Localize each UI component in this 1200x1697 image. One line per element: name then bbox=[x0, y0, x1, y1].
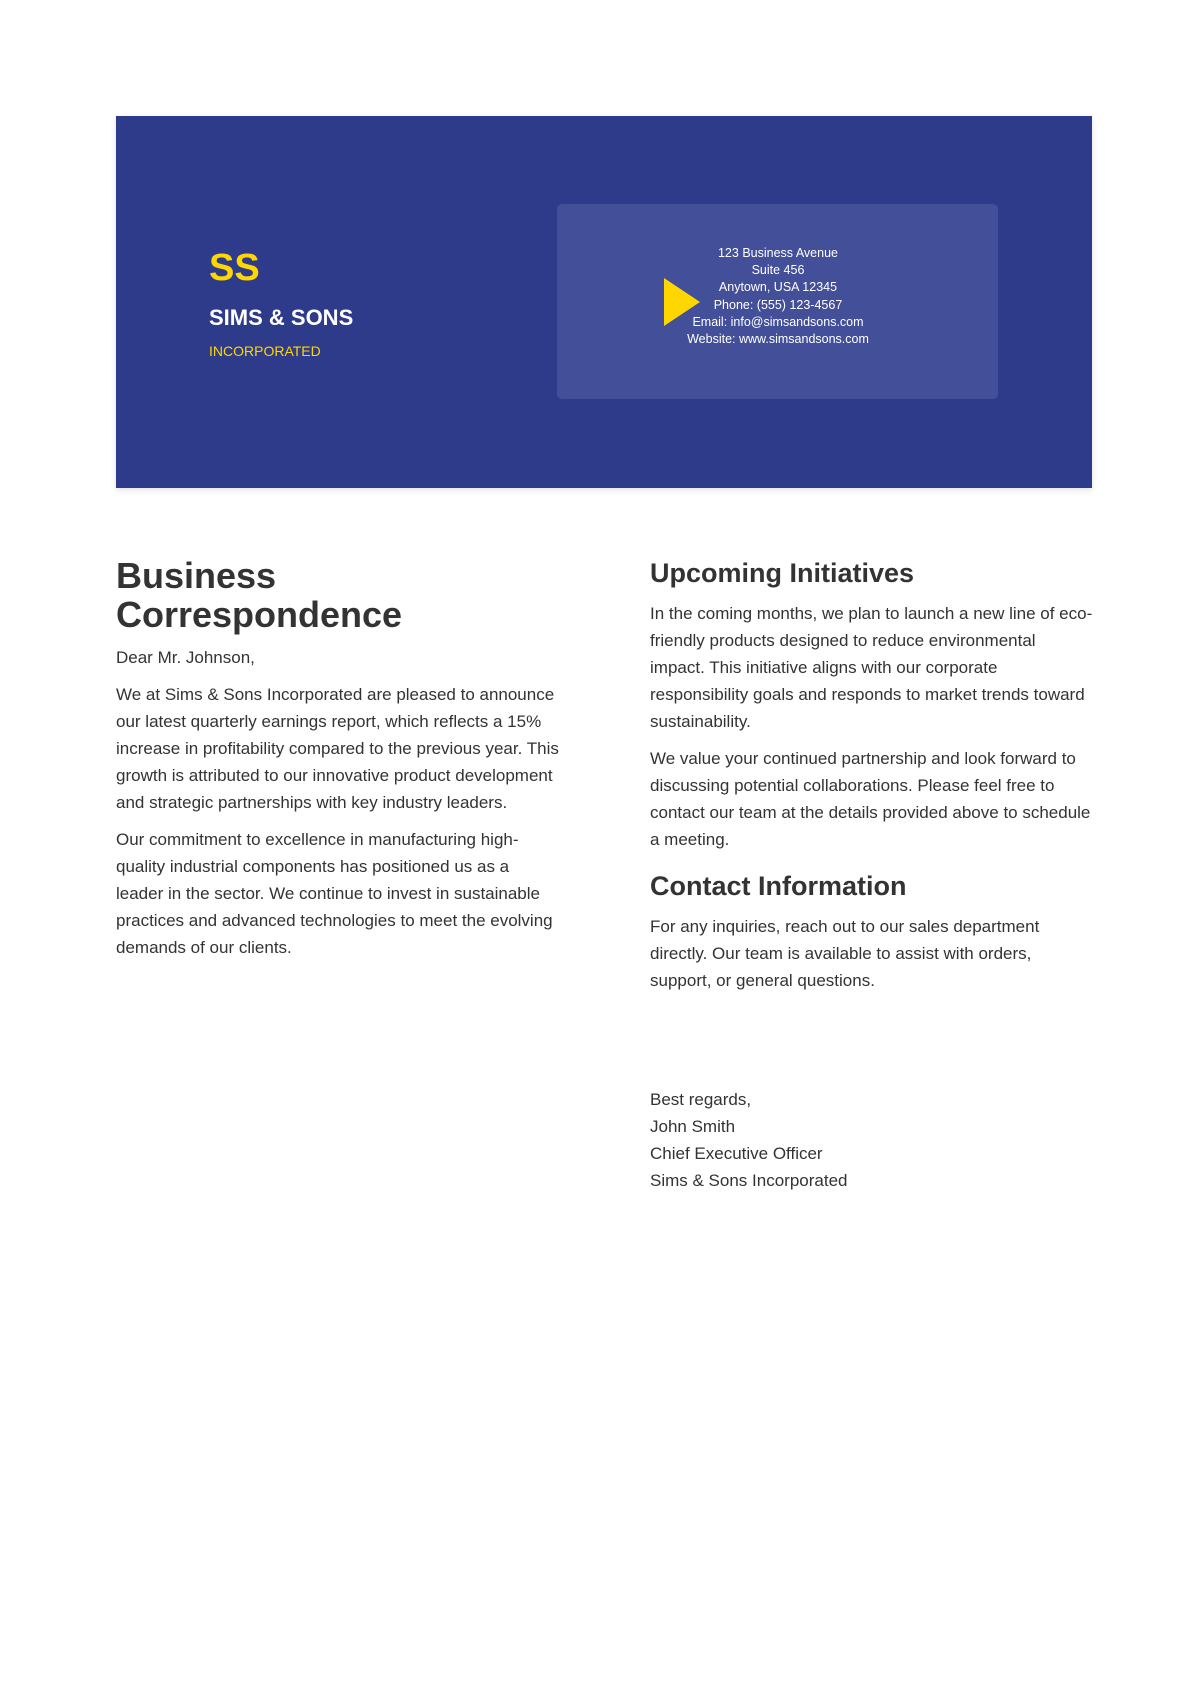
body-paragraph: For any inquiries, reach out to our sales department directly. Our team is available to assist with orders, support, or general questions. bbox=[650, 917, 1040, 990]
company-suffix: INCORPORATED bbox=[209, 343, 321, 359]
email: Email: info@simsandsons.com bbox=[692, 314, 864, 329]
salutation: Dear Mr. Johnson, bbox=[116, 648, 255, 667]
contact-lines bbox=[667, 245, 889, 348]
signer-company: Sims & Sons Incorporated bbox=[650, 1171, 848, 1190]
website: Website: www.simsandsons.com bbox=[687, 332, 869, 347]
company-logo bbox=[209, 246, 353, 360]
letterhead-banner bbox=[116, 116, 1092, 488]
signature-block bbox=[650, 1086, 1093, 1194]
initiatives-heading: Upcoming Initiatives bbox=[650, 558, 915, 588]
closing: Best regards, bbox=[650, 1090, 752, 1109]
company-name: SIMS & SONS bbox=[209, 305, 354, 330]
body-paragraph: We value your continued partnership and look forward to discussing potential collaborations. Please feel free to contact our team at the details provided above to schedule a meeting. bbox=[650, 749, 1091, 849]
right-column bbox=[650, 556, 1093, 1194]
contact-heading: Contact Information bbox=[650, 871, 907, 901]
logo-monogram: SS bbox=[209, 247, 260, 289]
signer-name: John Smith bbox=[650, 1117, 736, 1136]
city-line: Anytown, USA 12345 bbox=[718, 280, 838, 295]
body-paragraph: We at Sims & Sons Incorporated are pleased to announce our latest quarterly earnings report, which reflects a 15% increase in profitability compared to the previous year. This growth is attributed to our innovative product development and strategic partnerships with key industry leaders. bbox=[116, 685, 559, 812]
address-line-2: Suite 456 bbox=[751, 263, 805, 278]
body-paragraph: In the coming months, we plan to launch a new line of eco-friendly products designed to reduce environmental impact. This initiative aligns with our corporate responsibility goals and responds to market trends toward sustainability. bbox=[650, 604, 1093, 731]
page-title: Business Correspondence bbox=[116, 555, 403, 635]
phone: Phone: (555) 123-4567 bbox=[713, 297, 843, 312]
body-paragraph: Our commitment to excellence in manufacturing high-quality industrial components has positioned us as a leader in the sector. We continue to invest in sustainable practices and advanced technologies to meet the evolving demands of our clients. bbox=[116, 830, 553, 957]
address-line-1: 123 Business Avenue bbox=[717, 246, 838, 260]
left-column bbox=[116, 556, 559, 961]
signer-title: Chief Executive Officer bbox=[650, 1144, 823, 1163]
contact-details-box bbox=[557, 204, 998, 399]
